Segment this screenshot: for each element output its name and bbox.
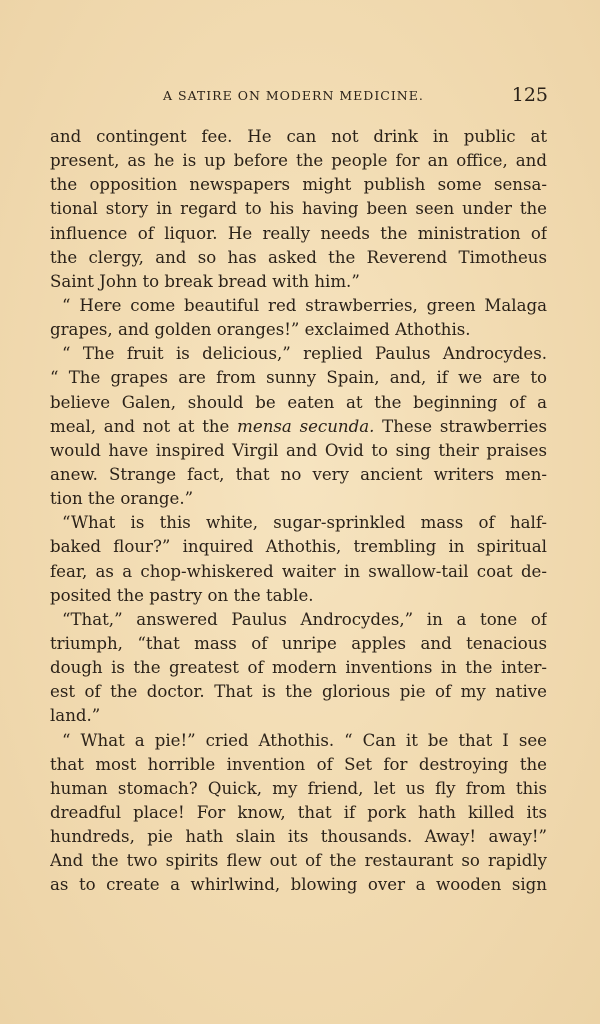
text-line: And the two spirits flew out of the restaurant so rapidly (50, 851, 547, 871)
text-line: “ What a pie!” cried Athothis. “ Can it be that I see (62, 730, 547, 750)
text-line: land.” (50, 706, 101, 726)
text-line: posited the pastry on the table. (50, 585, 314, 605)
text-line: dreadful place! For know, that if pork hath killed its (50, 802, 547, 822)
text-line: influence of liquor. He really needs the ministration of (50, 223, 547, 243)
text-line: “What is this white, sugar-sprinkled mass of half- (62, 513, 547, 533)
text-line: “ Here come beautiful red strawberries, green Malaga (62, 295, 547, 315)
text-line: Saint John to break bread with him.” (50, 271, 360, 291)
text-line: “ The grapes are from sunny Spain, and, if we are to (50, 368, 547, 388)
text-line: would have inspired Virgil and Ovid to sing their praises (50, 440, 547, 460)
text-line: grapes, and golden oranges!” exclaimed Athothis. (50, 320, 471, 340)
text-line: triumph, “that mass of unripe apples and tenacious (50, 633, 547, 653)
page-number: 125 (511, 84, 548, 106)
text-line: est of the doctor. That is the glorious pie of my native (50, 682, 547, 702)
text-line: tion the orange.” (50, 489, 194, 509)
text-line: the clergy, and so has asked the Reverend Timotheus (50, 247, 547, 267)
line-segment: These strawberries (374, 416, 547, 436)
text-line: believe Galen, should be eaten at the beginning of a (50, 392, 547, 412)
text-line: dough is the greatest of modern inventions in the inter- (50, 658, 547, 678)
text-line: the opposition newspapers might publish some sensa- (50, 175, 547, 195)
text-line: human stomach? Quick, my friend, let us fly from this (50, 778, 547, 798)
text-line: “ The fruit is delicious,” replied Paulus Androcydes. (62, 344, 547, 364)
line-segment: meal, and not at the (50, 416, 238, 436)
running-head (52, 86, 548, 110)
text-line: baked flour?” inquired Athothis, trembling in spiritual (50, 537, 547, 557)
text-line-with-italic (50, 415, 547, 439)
text-line: as to create a whirlwind, blowing over a wooden sign (50, 875, 547, 895)
running-title: A SATIRE ON MODERN MEDICINE. (163, 88, 424, 103)
text-line: hundreds, pie hath slain its thousands. Away! away!” (50, 827, 547, 847)
text-line: fear, as a chop-whiskered waiter in swallow-tail coat de- (50, 561, 547, 581)
italic-phrase: mensa secunda. (237, 416, 375, 436)
body-text (50, 125, 547, 898)
text-line: tional story in regard to his having been seen under the (50, 199, 547, 219)
text-line: and contingent fee. He can not drink in public at (50, 127, 547, 146)
text-line: that most horrible invention of Set for destroying the (50, 754, 547, 774)
text-line: “That,” answered Paulus Androcydes,” in a tone of (62, 609, 547, 629)
text-line: present, as he is up before the people for an office, and (50, 151, 547, 171)
text-line: anew. Strange fact, that no very ancient writers men- (50, 464, 547, 484)
